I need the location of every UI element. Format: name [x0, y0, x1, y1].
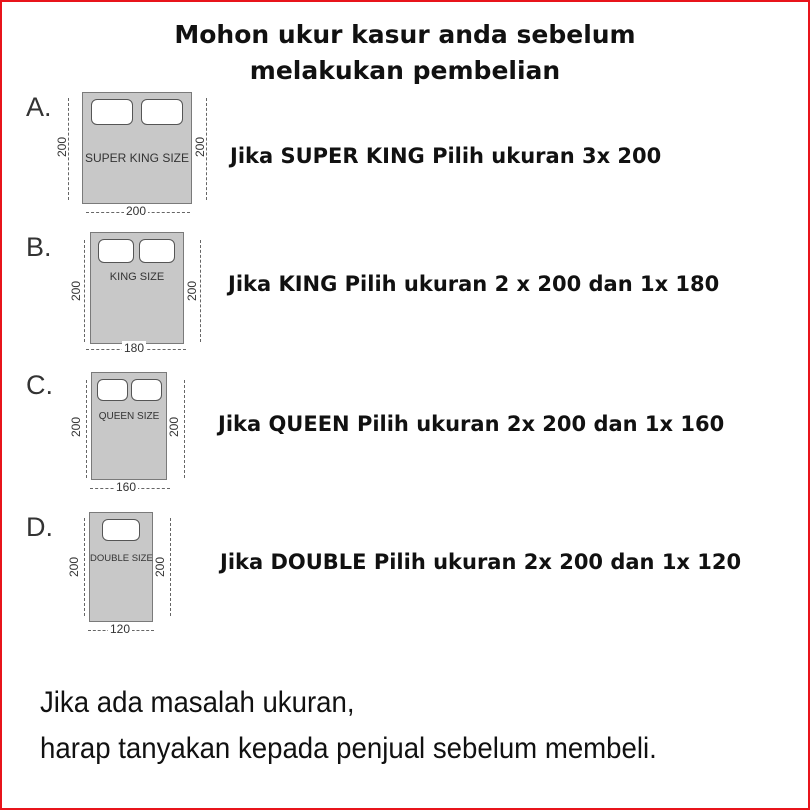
bed-diagram	[89, 512, 153, 622]
width-label: 180	[124, 341, 145, 355]
bed-size-label: KING SIZE	[109, 271, 165, 283]
pillow	[102, 519, 140, 541]
width-label: 200	[126, 204, 147, 218]
length-label-right: 200	[193, 136, 208, 158]
dimension-line	[170, 518, 171, 616]
pillow	[97, 379, 128, 401]
option-letter: C.	[26, 370, 53, 400]
pillow	[98, 239, 134, 263]
length-label-left: 200	[69, 416, 84, 438]
option-instruction: Jika KING Pilih ukuran 2 x 200 dan 1x 180	[228, 272, 720, 296]
option-letter: D.	[26, 512, 53, 542]
dimension-line	[86, 380, 87, 478]
bed-size-label: DOUBLE SIZE	[90, 553, 153, 564]
length-label-left: 200	[67, 556, 82, 578]
length-label-right: 200	[185, 280, 200, 302]
length-label-left: 200	[69, 280, 84, 302]
option-letter: B.	[26, 232, 52, 262]
width-label: 160	[116, 480, 137, 494]
bed-size-label: QUEEN SIZE	[98, 411, 160, 422]
length-label-left: 200	[55, 136, 70, 158]
pillow	[131, 379, 162, 401]
footer-line-2: harap tanyakan kepada penjual sebelum membeli.	[40, 732, 657, 765]
length-label-right: 200	[167, 416, 182, 438]
option-instruction: Jika SUPER KING Pilih ukuran 3x 200	[230, 144, 662, 168]
dimension-line	[84, 518, 85, 616]
pillow	[141, 99, 183, 125]
title-line-2: melakukan pembelian	[249, 56, 561, 85]
dimension-line	[200, 240, 201, 342]
bed-size-label: SUPER KING SIZE	[84, 151, 190, 165]
length-label-right: 200	[153, 556, 168, 578]
option-instruction: Jika QUEEN Pilih ukuran 2x 200 dan 1x 160	[218, 412, 725, 436]
dimension-line	[184, 380, 185, 478]
pillow	[139, 239, 175, 263]
width-label: 120	[110, 622, 131, 636]
pillow	[91, 99, 133, 125]
bed-diagram	[90, 232, 184, 344]
footer-line-1: Jika ada masalah ukuran,	[40, 686, 355, 719]
bed-diagram	[91, 372, 167, 480]
bed-diagram	[82, 92, 192, 204]
dimension-line	[84, 240, 85, 342]
title-line-1: Mohon ukur kasur anda sebelum	[174, 20, 636, 49]
option-instruction: Jika DOUBLE Pilih ukuran 2x 200 dan 1x 120	[220, 550, 742, 574]
option-letter: A.	[26, 92, 52, 122]
